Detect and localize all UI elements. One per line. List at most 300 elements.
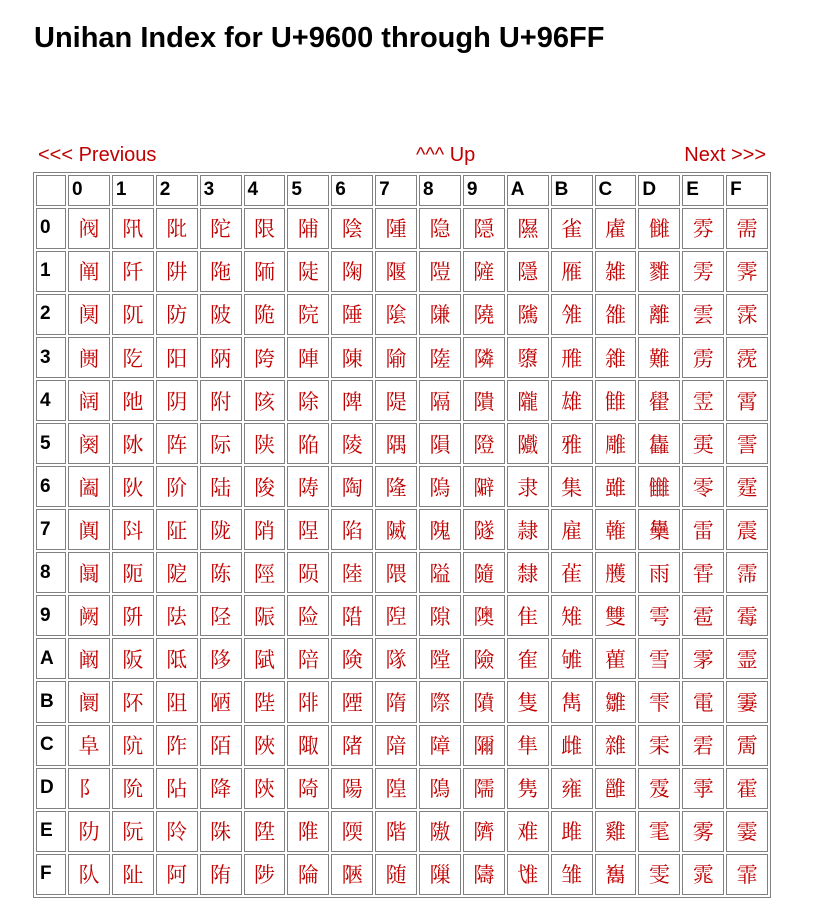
character-cell[interactable]: 隸	[507, 552, 549, 593]
character-cell[interactable]: 阒	[68, 294, 110, 335]
character-cell[interactable]: 阿	[156, 854, 198, 895]
character-cell[interactable]: 雛	[595, 681, 637, 722]
character-cell[interactable]: 際	[419, 681, 461, 722]
row-header: 0	[36, 208, 66, 249]
character-cell[interactable]: 阻	[156, 681, 198, 722]
character-cell[interactable]: 阼	[156, 725, 198, 766]
character-cell[interactable]: 陾	[331, 811, 373, 852]
character-cell[interactable]: 雺	[682, 638, 724, 679]
character-cell[interactable]: 雩	[638, 595, 680, 636]
character-cell[interactable]: 雫	[638, 681, 680, 722]
character-cell[interactable]: 隋	[375, 681, 417, 722]
character-cell[interactable]: 雏	[551, 854, 593, 895]
character-cell[interactable]: 雡	[638, 251, 680, 292]
character-cell[interactable]: 隞	[419, 811, 461, 852]
character-cell[interactable]: 陯	[287, 854, 329, 895]
character-cell[interactable]: 陪	[287, 638, 329, 679]
character-cell[interactable]: 隵	[507, 423, 549, 464]
character-cell[interactable]: 阘	[68, 552, 110, 593]
character-cell[interactable]: 隲	[507, 294, 549, 335]
character-cell[interactable]: 雎	[551, 811, 593, 852]
character-cell[interactable]: 隫	[463, 681, 505, 722]
character-cell[interactable]: 雬	[638, 725, 680, 766]
character-cell[interactable]: 隣	[463, 337, 505, 378]
character-cell[interactable]: 雵	[682, 423, 724, 464]
row-header: A	[36, 638, 66, 679]
character-cell[interactable]: 陌	[200, 725, 242, 766]
table-row	[36, 552, 768, 593]
character-cell[interactable]: 隯	[463, 854, 505, 895]
character-cell[interactable]: 雦	[638, 466, 680, 507]
character-cell[interactable]: 雒	[595, 294, 637, 335]
character-cell[interactable]: 隡	[463, 251, 505, 292]
character-cell[interactable]: 隹	[507, 595, 549, 636]
character-cell[interactable]: 阖	[68, 466, 110, 507]
character-cell[interactable]: 阣	[112, 337, 154, 378]
character-cell[interactable]: 阩	[112, 595, 154, 636]
character-cell[interactable]: 降	[200, 768, 242, 809]
character-cell[interactable]: 陈	[200, 552, 242, 593]
character-cell[interactable]: 霌	[726, 725, 768, 766]
character-cell[interactable]: 雅	[551, 423, 593, 464]
character-cell[interactable]: 險	[463, 638, 505, 679]
row-header: 5	[36, 423, 66, 464]
character-cell[interactable]: 雰	[682, 208, 724, 249]
row-header: F	[36, 854, 66, 895]
character-cell[interactable]: 阽	[156, 768, 198, 809]
table-row	[36, 768, 768, 809]
column-header: F	[726, 175, 768, 206]
character-cell[interactable]: 雇	[551, 509, 593, 550]
character-cell[interactable]: 雪	[638, 638, 680, 679]
character-cell[interactable]: 阬	[112, 725, 154, 766]
character-cell[interactable]: 陲	[331, 294, 373, 335]
character-cell[interactable]: 隑	[419, 251, 461, 292]
character-cell[interactable]: 隨	[463, 552, 505, 593]
character-cell[interactable]: 雾	[682, 811, 724, 852]
row-header: 7	[36, 509, 66, 550]
character-cell[interactable]: 雤	[638, 380, 680, 421]
character-cell[interactable]: 隅	[375, 423, 417, 464]
character-cell[interactable]: 陮	[287, 811, 329, 852]
character-cell[interactable]: 霂	[726, 294, 768, 335]
character-cell[interactable]: 陝	[244, 768, 286, 809]
character-cell[interactable]: 陋	[200, 681, 242, 722]
character-cell[interactable]: 雉	[551, 595, 593, 636]
character-cell[interactable]: 阨	[112, 552, 154, 593]
character-cell[interactable]: 隱	[507, 251, 549, 292]
character-cell[interactable]: 隳	[507, 337, 549, 378]
table-row	[36, 509, 768, 550]
character-cell[interactable]: 霈	[726, 552, 768, 593]
character-cell[interactable]: 陿	[331, 854, 373, 895]
character-cell[interactable]: 雚	[595, 638, 637, 679]
character-cell[interactable]: 阓	[68, 337, 110, 378]
character-cell[interactable]: 阫	[112, 681, 154, 722]
character-cell[interactable]: 雄	[551, 380, 593, 421]
next-link[interactable]: Next >>>	[684, 144, 766, 166]
character-cell[interactable]: 雽	[682, 768, 724, 809]
character-cell[interactable]: 霎	[726, 811, 768, 852]
character-cell[interactable]: 阥	[112, 423, 154, 464]
character-cell[interactable]: 隼	[507, 725, 549, 766]
character-cell[interactable]: 隕	[419, 423, 461, 464]
character-cell[interactable]: 陂	[200, 294, 242, 335]
character-cell[interactable]: 霃	[726, 337, 768, 378]
character-cell[interactable]: 陵	[331, 423, 373, 464]
character-cell[interactable]: 陞	[244, 811, 286, 852]
character-cell[interactable]: 隘	[419, 552, 461, 593]
character-cell[interactable]: 雸	[682, 552, 724, 593]
character-cell[interactable]: 雟	[595, 854, 637, 895]
character-cell[interactable]: 阹	[156, 595, 198, 636]
character-cell[interactable]: 雋	[551, 681, 593, 722]
character-cell[interactable]: 霁	[726, 251, 768, 292]
character-cell[interactable]: 队	[68, 854, 110, 895]
character-cell[interactable]: 雧	[638, 509, 680, 550]
character-cell[interactable]: 陛	[244, 681, 286, 722]
character-cell[interactable]: 雃	[551, 337, 593, 378]
character-cell[interactable]: 陒	[244, 294, 286, 335]
character-cell[interactable]: 隟	[419, 854, 461, 895]
character-cell[interactable]: 附	[200, 380, 242, 421]
character-cell[interactable]: 阙	[68, 595, 110, 636]
character-cell[interactable]: 隽	[507, 768, 549, 809]
character-cell[interactable]: 障	[419, 725, 461, 766]
character-cell[interactable]: 阺	[156, 638, 198, 679]
character-cell[interactable]: 陑	[244, 251, 286, 292]
character-cell[interactable]: 陉	[200, 595, 242, 636]
character-cell[interactable]: 陭	[287, 768, 329, 809]
character-cell[interactable]: 隒	[419, 294, 461, 335]
character-cell[interactable]: 隧	[463, 509, 505, 550]
character-cell[interactable]: 隂	[375, 294, 417, 335]
character-cell[interactable]: 陽	[331, 768, 373, 809]
character-cell[interactable]: 险	[287, 595, 329, 636]
character-cell[interactable]: 雐	[595, 208, 637, 249]
character-cell[interactable]: 陳	[331, 337, 373, 378]
column-header: E	[682, 175, 724, 206]
character-cell[interactable]: 隴	[507, 380, 549, 421]
page-title: Unihan Index for U+9600 through U+96FF	[34, 22, 605, 54]
character-cell[interactable]: 陕	[244, 423, 286, 464]
table-row	[36, 681, 768, 722]
character-cell[interactable]: 陖	[244, 466, 286, 507]
column-header: 3	[200, 175, 242, 206]
character-cell[interactable]: 隮	[463, 811, 505, 852]
table-row	[36, 294, 768, 335]
character-cell[interactable]: 隝	[419, 768, 461, 809]
character-cell[interactable]: 隥	[463, 423, 505, 464]
character-cell[interactable]: 隗	[419, 509, 461, 550]
table-row	[36, 638, 768, 679]
character-cell[interactable]: 阱	[156, 251, 198, 292]
character-cell[interactable]: 陙	[244, 595, 286, 636]
character-cell[interactable]: 霊	[726, 638, 768, 679]
character-cell[interactable]: 隶	[507, 466, 549, 507]
character-cell[interactable]: 雕	[595, 423, 637, 464]
character-cell[interactable]: 霆	[726, 466, 768, 507]
character-cell[interactable]: 陡	[287, 251, 329, 292]
character-cell[interactable]: 零	[682, 466, 724, 507]
character-cell[interactable]: 隚	[419, 638, 461, 679]
row-header: 6	[36, 466, 66, 507]
character-cell[interactable]: 阦	[112, 466, 154, 507]
table-row	[36, 337, 768, 378]
character-cell[interactable]: 陟	[244, 854, 286, 895]
character-cell[interactable]: 隩	[463, 595, 505, 636]
character-cell[interactable]: 雳	[682, 337, 724, 378]
character-cell[interactable]: 阐	[68, 251, 110, 292]
character-cell[interactable]: 隇	[375, 509, 417, 550]
character-cell[interactable]: 陴	[331, 380, 373, 421]
row-header: 1	[36, 251, 66, 292]
character-cell[interactable]: 阀	[68, 208, 110, 249]
character-cell[interactable]: 難	[638, 337, 680, 378]
character-cell[interactable]: 阳	[156, 337, 198, 378]
character-cell[interactable]: 隤	[463, 380, 505, 421]
character-cell[interactable]: 雀	[551, 208, 593, 249]
character-cell[interactable]: 阸	[156, 552, 198, 593]
character-cell[interactable]: 阵	[156, 423, 198, 464]
character-cell[interactable]: 雠	[638, 208, 680, 249]
column-header: 9	[463, 175, 505, 206]
character-cell[interactable]: 阶	[156, 466, 198, 507]
character-cell[interactable]: 雈	[551, 552, 593, 593]
character-cell[interactable]: 雘	[595, 552, 637, 593]
character-cell[interactable]: 陱	[331, 251, 373, 292]
character-cell[interactable]: 陀	[200, 208, 242, 249]
character-cell[interactable]: 雔	[595, 380, 637, 421]
character-cell[interactable]: 隺	[507, 638, 549, 679]
character-cell[interactable]: 霍	[726, 768, 768, 809]
character-cell[interactable]: 雞	[595, 811, 637, 852]
column-header: 7	[375, 175, 417, 206]
column-header: 0	[68, 175, 110, 206]
column-header: A	[507, 175, 549, 206]
character-cell[interactable]: 阗	[68, 509, 110, 550]
character-cell[interactable]: 阝	[68, 768, 110, 809]
row-header: D	[36, 768, 66, 809]
character-cell[interactable]: 陘	[244, 552, 286, 593]
character-cell[interactable]: 雂	[551, 294, 593, 335]
character-cell[interactable]: 阤	[112, 380, 154, 421]
character-cell[interactable]: 际	[200, 423, 242, 464]
character-cell[interactable]: 隖	[419, 466, 461, 507]
character-cell[interactable]: 離	[638, 294, 680, 335]
unihan-index-table	[33, 172, 771, 898]
character-cell[interactable]: 陆	[200, 466, 242, 507]
character-cell[interactable]: 隍	[375, 768, 417, 809]
character-cell[interactable]: 陷	[331, 509, 373, 550]
character-cell[interactable]: 陊	[200, 638, 242, 679]
character-cell[interactable]: 隢	[463, 294, 505, 335]
character-cell[interactable]: 陶	[331, 466, 373, 507]
corner-cell	[36, 175, 66, 206]
character-cell[interactable]: 阠	[112, 208, 154, 249]
character-cell[interactable]: 隊	[375, 638, 417, 679]
character-cell[interactable]: 阭	[112, 768, 154, 809]
character-cell[interactable]: 雹	[682, 595, 724, 636]
character-cell[interactable]: 院	[287, 294, 329, 335]
character-cell[interactable]: 霄	[726, 380, 768, 421]
character-cell[interactable]: 陓	[244, 337, 286, 378]
character-cell[interactable]: 雑	[595, 251, 637, 292]
row-header: E	[36, 811, 66, 852]
header-row	[36, 175, 768, 206]
character-cell[interactable]: 雓	[595, 337, 637, 378]
character-cell[interactable]: 除	[287, 380, 329, 421]
character-cell[interactable]: 雯	[638, 854, 680, 895]
character-cell[interactable]: 隭	[463, 768, 505, 809]
character-cell[interactable]: 陃	[200, 337, 242, 378]
character-cell[interactable]: 陜	[244, 725, 286, 766]
character-cell[interactable]: 陏	[200, 854, 242, 895]
character-cell[interactable]: 隿	[507, 854, 549, 895]
character-cell[interactable]: 陸	[331, 552, 373, 593]
character-cell[interactable]: 阪	[112, 638, 154, 679]
character-cell[interactable]: 隔	[419, 380, 461, 421]
character-cell[interactable]: 階	[375, 811, 417, 852]
row-header: 4	[36, 380, 66, 421]
character-cell[interactable]: 阮	[112, 811, 154, 852]
character-cell[interactable]: 隷	[507, 509, 549, 550]
character-cell[interactable]: 集	[551, 466, 593, 507]
character-cell[interactable]: 陗	[244, 509, 286, 550]
row-header: 9	[36, 595, 66, 636]
character-cell[interactable]: 霉	[726, 595, 768, 636]
character-cell[interactable]: 雼	[682, 725, 724, 766]
character-cell[interactable]: 陎	[200, 811, 242, 852]
character-cell[interactable]: 陧	[287, 509, 329, 550]
character-cell[interactable]: 隈	[375, 552, 417, 593]
column-header: 2	[156, 175, 198, 206]
character-cell[interactable]: 雴	[682, 380, 724, 421]
character-cell[interactable]: 陠	[287, 208, 329, 249]
character-cell[interactable]: 阔	[68, 380, 110, 421]
character-cell[interactable]: 雁	[551, 251, 593, 292]
character-cell[interactable]: 陻	[331, 681, 373, 722]
table-row	[36, 595, 768, 636]
character-cell[interactable]: 隠	[463, 208, 505, 249]
character-cell[interactable]: 阾	[156, 811, 198, 852]
character-cell[interactable]: 难	[507, 811, 549, 852]
up-link[interactable]: ^^^ Up	[416, 144, 476, 166]
character-cell[interactable]: 阷	[156, 509, 198, 550]
character-cell[interactable]: 雭	[638, 768, 680, 809]
character-cell[interactable]: 険	[331, 638, 373, 679]
character-cell[interactable]: 陚	[244, 638, 286, 679]
character-cell[interactable]: 雿	[682, 854, 724, 895]
character-cell[interactable]: 陫	[287, 681, 329, 722]
character-cell[interactable]: 雱	[682, 251, 724, 292]
character-cell[interactable]: 阕	[68, 423, 110, 464]
character-cell[interactable]: 隰	[507, 208, 549, 249]
column-header: 6	[331, 175, 373, 206]
character-cell[interactable]: 隐	[419, 208, 461, 249]
character-cell[interactable]: 隁	[375, 251, 417, 292]
character-cell[interactable]: 隬	[463, 725, 505, 766]
character-cell[interactable]: 隀	[375, 208, 417, 249]
character-cell[interactable]: 隻	[507, 681, 549, 722]
character-cell[interactable]: 阜	[68, 725, 110, 766]
character-cell[interactable]: 雖	[595, 466, 637, 507]
character-cell[interactable]: 陬	[287, 725, 329, 766]
character-cell[interactable]: 震	[726, 509, 768, 550]
character-cell[interactable]: 雮	[638, 811, 680, 852]
character-cell[interactable]: 陔	[244, 380, 286, 421]
character-cell[interactable]: 阢	[112, 294, 154, 335]
column-header: 8	[419, 175, 461, 206]
character-cell[interactable]: 雗	[595, 509, 637, 550]
character-cell[interactable]: 陨	[287, 552, 329, 593]
character-cell[interactable]: 隆	[375, 466, 417, 507]
character-cell[interactable]: 随	[375, 854, 417, 895]
character-cell[interactable]: 需	[726, 208, 768, 249]
character-cell[interactable]: 雥	[638, 423, 680, 464]
character-cell[interactable]: 限	[244, 208, 286, 249]
character-cell[interactable]: 隄	[375, 380, 417, 421]
character-cell[interactable]: 陥	[287, 423, 329, 464]
character-cell[interactable]: 阴	[156, 380, 198, 421]
character-cell[interactable]: 陇	[200, 509, 242, 550]
character-cell[interactable]: 阧	[112, 509, 154, 550]
character-cell[interactable]: 雌	[551, 725, 593, 766]
character-cell[interactable]: 雝	[595, 768, 637, 809]
character-cell[interactable]: 雊	[551, 638, 593, 679]
character-cell[interactable]: 隓	[419, 337, 461, 378]
character-cell[interactable]: 隙	[419, 595, 461, 636]
character-cell[interactable]: 雜	[595, 725, 637, 766]
character-cell[interactable]: 隦	[463, 466, 505, 507]
character-cell[interactable]: 雨	[638, 552, 680, 593]
table-row	[36, 466, 768, 507]
previous-link[interactable]: <<< Previous	[38, 144, 157, 166]
character-cell[interactable]: 陣	[287, 337, 329, 378]
character-cell[interactable]: 雙	[595, 595, 637, 636]
character-cell[interactable]: 雍	[551, 768, 593, 809]
character-cell[interactable]: 雲	[682, 294, 724, 335]
character-cell[interactable]: 陹	[331, 595, 373, 636]
character-cell[interactable]: 阡	[112, 251, 154, 292]
column-header: 1	[112, 175, 154, 206]
character-cell[interactable]: 霏	[726, 854, 768, 895]
character-cell[interactable]: 隌	[375, 725, 417, 766]
character-cell[interactable]: 電	[682, 681, 724, 722]
character-cell[interactable]: 陼	[331, 725, 373, 766]
character-cell[interactable]: 霅	[726, 423, 768, 464]
column-header: 5	[287, 175, 329, 206]
character-cell[interactable]: 陦	[287, 466, 329, 507]
character-cell[interactable]: 陰	[331, 208, 373, 249]
character-cell[interactable]: 陁	[200, 251, 242, 292]
character-cell[interactable]: 阚	[68, 638, 110, 679]
character-cell[interactable]: 阛	[68, 681, 110, 722]
row-header: 2	[36, 294, 66, 335]
table-row	[36, 380, 768, 421]
character-cell[interactable]: 防	[156, 294, 198, 335]
character-cell[interactable]: 隉	[375, 595, 417, 636]
character-cell[interactable]: 雷	[682, 509, 724, 550]
character-cell[interactable]: 阰	[156, 208, 198, 249]
row-header: 8	[36, 552, 66, 593]
character-cell[interactable]: 阯	[112, 854, 154, 895]
character-cell[interactable]: 阞	[68, 811, 110, 852]
character-cell[interactable]: 隃	[375, 337, 417, 378]
table-row	[36, 423, 768, 464]
character-cell[interactable]: 霋	[726, 681, 768, 722]
column-header: 4	[244, 175, 286, 206]
